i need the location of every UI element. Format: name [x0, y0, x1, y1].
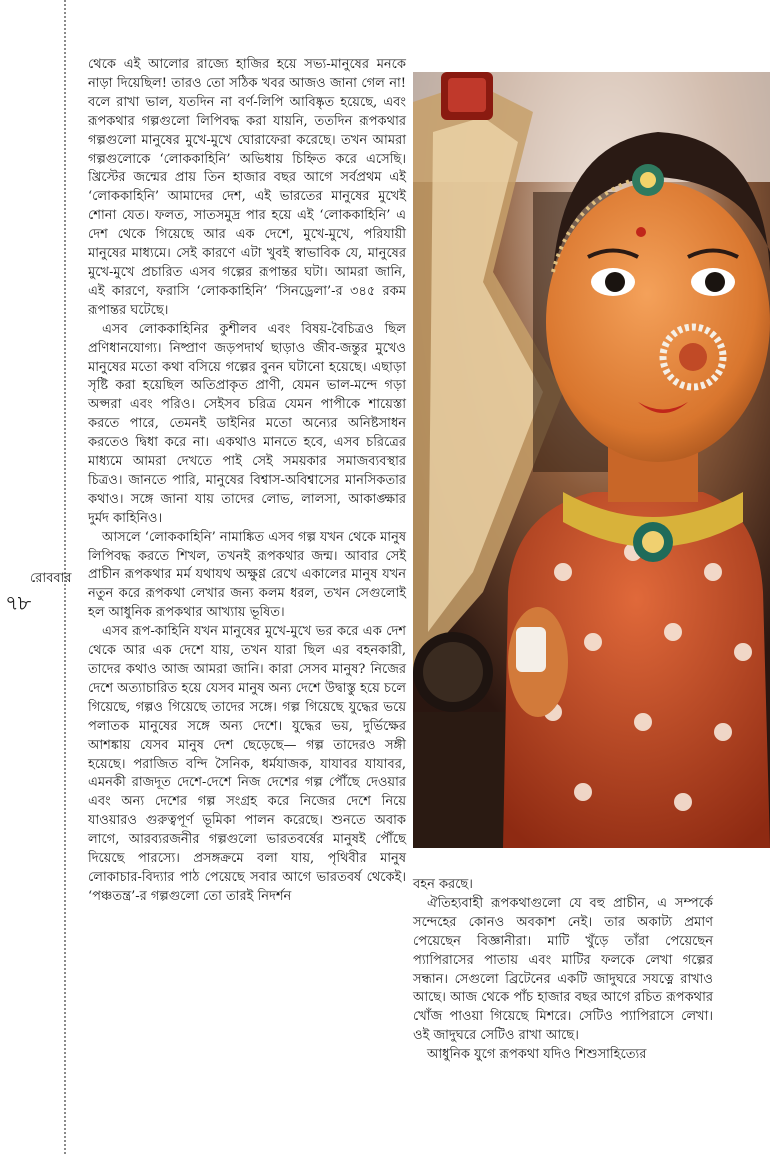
paragraph: ঐতিহ্যবাহী রূপকথাগুলো যে বহু প্রাচীন, এ সম্পর্কে সন্দেহের কোনও অবকাশ নেই। তার অকাট্য প্রমাণ পেয়েছেন বিজ্ঞানীরা। মাটি খুঁড়ে তাঁরা পেয়েছেন প্যাপিরাসের পাতায় এবং মাটির ফলকে লেখা গল্পের সন্ধান। সেগুলো ব্রিটেনের একটি জাদুঘরে সযত্নে রাখাও আছে। আজ থেকে পাঁচ হাজার বছর আগে রচিত রূপকথার খোঁজ পাওয়া গিয়েছে মিশরে। সেটিও প্যাপিরাসে লেখা। ওই জাদুঘরে সেটিও রাখা আছে। [413, 895, 713, 1044]
magazine-name: রোববার [30, 571, 72, 586]
paragraph: আধুনিক যুগে রূপকথা যদিও শিশুসাহিত্যের [427, 1047, 647, 1063]
page-number: ৭৮ [5, 591, 31, 615]
paragraph: আসলে ‘লোককাহিনি’ নামাঙ্কিত এসব গল্প যখন থেকে মানুষ লিপিবদ্ধ করতে শিখল, তখনই রূপকথার জন্ম। আবার সেই প্রাচীন রূপকথার মর্ম যথাযথ অক্ষুণ্ণ রেখে একালের মানুষ যখন নতুন করে রূপকথা লেখার জন্য কলম ধরল, তখন সেগুলোই হল আধুনিক রূপকথার আখ্যায় ভূষিত। [88, 529, 406, 621]
paragraph: বহন করছে। [413, 877, 473, 892]
paragraph: এসব রূপ-কাহিনি যখন মানুষের মুখে-মুখে ভর করে এক দেশ থেকে আর এক দেশে যায়, তখন যারা ছিল এর বহনকারী, তাদের কথাও আজ আমরা জানি। কারা সেসব মানুষ? নিজের দেশে অত্যাচারিত হয়ে যেসব মানুষ অন্য দেশে উদ্বাস্তু হয়ে চলে গিয়েছে, গল্পও গিয়েছে তাদের সঙ্গে। গল্প গিয়েছে যুদ্ধের ভয়ে পলাতক মানুষের সঙ্গে অন্য দেশে। যুদ্ধের ভয়, দুর্ভিক্ষের আশঙ্কায় যেসব মানুষ দেশ ছেড়েছে— গল্প তাদেরও সঙ্গী হয়েছে। পরাজিত বন্দি সৈনিক, ধর্মযাজক, যাযাবর যাযাবর, এমনকী রাজদূত দেশে-দেশে নিজ দেশের গল্প পৌঁছে দেওয়ার এবং অন্য দেশের গল্প সংগ্রহ করে নিজের দেশে নিয়ে যাওয়ারও গুরুত্বপূর্ণ ভূমিকা পালন করেছে। শুনতে অবাক লাগে, আরব্যরজনীর গল্পগুলো ভারতবর্ষের মানুষই পৌঁছে দিয়েছে পারস্যে। প্রসঙ্গক্রমে বলা যায়, পৃথিবীর মানুষ লোকাচার-বিদ্যার পাঠ পেয়েছে সবার আগে ভারতবর্ষ থেকেই। ‘পঞ্চতন্ত্র’-র গল্পগুলো তো তারই নিদর্শন [88, 624, 406, 904]
paragraph: এসব লোককাহিনির কুশীলব এবং বিষয়-বৈচিত্রও ছিল প্রণিধানযোগ্য। নিষ্প্রাণ জড়পদার্থ ছাড়াও জীব-জন্তুর মুখেও মানুষের মতো কথা বসিয়ে গল্পের বুনন ঘটানো হয়েছে। এছাড়া সৃষ্টি করা হয়েছিল অতিপ্রাকৃত প্রাণী, যেমন ভাল-মন্দে গড়া অপ্সরা এবং পরিও। সেইসব চরিত্র যেমন পাপীকে শায়েস্তা করতে পারে, তেমনই ডাইনির মতো অন্যের অনিষ্টসাধন করতেও দ্বিধা করে না। একথাও মানতে হবে, এসব চরিত্রের মাধ্যমে আমরা দেখতে পাই সেই সময়কার সমাজব্যবস্থার চিত্রও। জানতে পারি, মানুষের বিশ্বাস-অবিশ্বাসের মানসিকতার কথাও। সঙ্গে জানা যায় তাদের লোভ, লালসা, আকাঙ্ক্ষার দুর্মদ কাহিনিও। [88, 321, 406, 526]
paragraph: থেকে এই আলোর রাজ্যে হাজির হয়ে সভ্য-মানুষের মনকে নাড়া দিয়েছিল! তারও তো সঠিক খবর আজও জানা গেল না! বলে রাখা ভাল, যতদিন না বর্ণ-লিপি আবিষ্কৃত হয়েছে, এবং রূপকথার গল্পগুলো লিপিবদ্ধ করা যায়নি, ততদিন রূপকথার গল্পগুলো মানুষের মুখে-মুখে ঘোরাফেরা করেছে। তখন আমরা গল্পগুলোকে ‘লোককাহিনি’ অভিধায় চিহ্নিত করে এসেছি। খ্রিস্টের জন্মের প্রায় তিন হাজার বছর আগে সর্বপ্রথম এই ‘লোককাহিনি’ আমাদের দেশ, এই ভারতের মানুষের মুখেই শোনা যেত। ফলত, সাতসমুদ্র পার হয়ে এই ‘লোককাহিনি’ এ দেশ থেকে গিয়েছে আর এক দেশে, মুখে-মুখে, পরিযায়ী মানুষের মাধ্যমে। সেই কারণে এটা খুবই স্বাভাবিক যে, মানুষের মুখে-মুখে প্রচারিত এসব গল্পের রূপান্তর ঘটা। আমরা জানি, এই কারণে, ফরাসি ‘লোককাহিনি’ ‘সিনড্রেলা’-র ৩৪৫ রকম রূপান্তর ঘটেছে। [88, 57, 406, 318]
article-left-column [88, 56, 406, 907]
doll-figurine-icon [413, 72, 770, 848]
wooden-doll-photo [413, 72, 770, 848]
article-right-column [413, 876, 713, 1065]
